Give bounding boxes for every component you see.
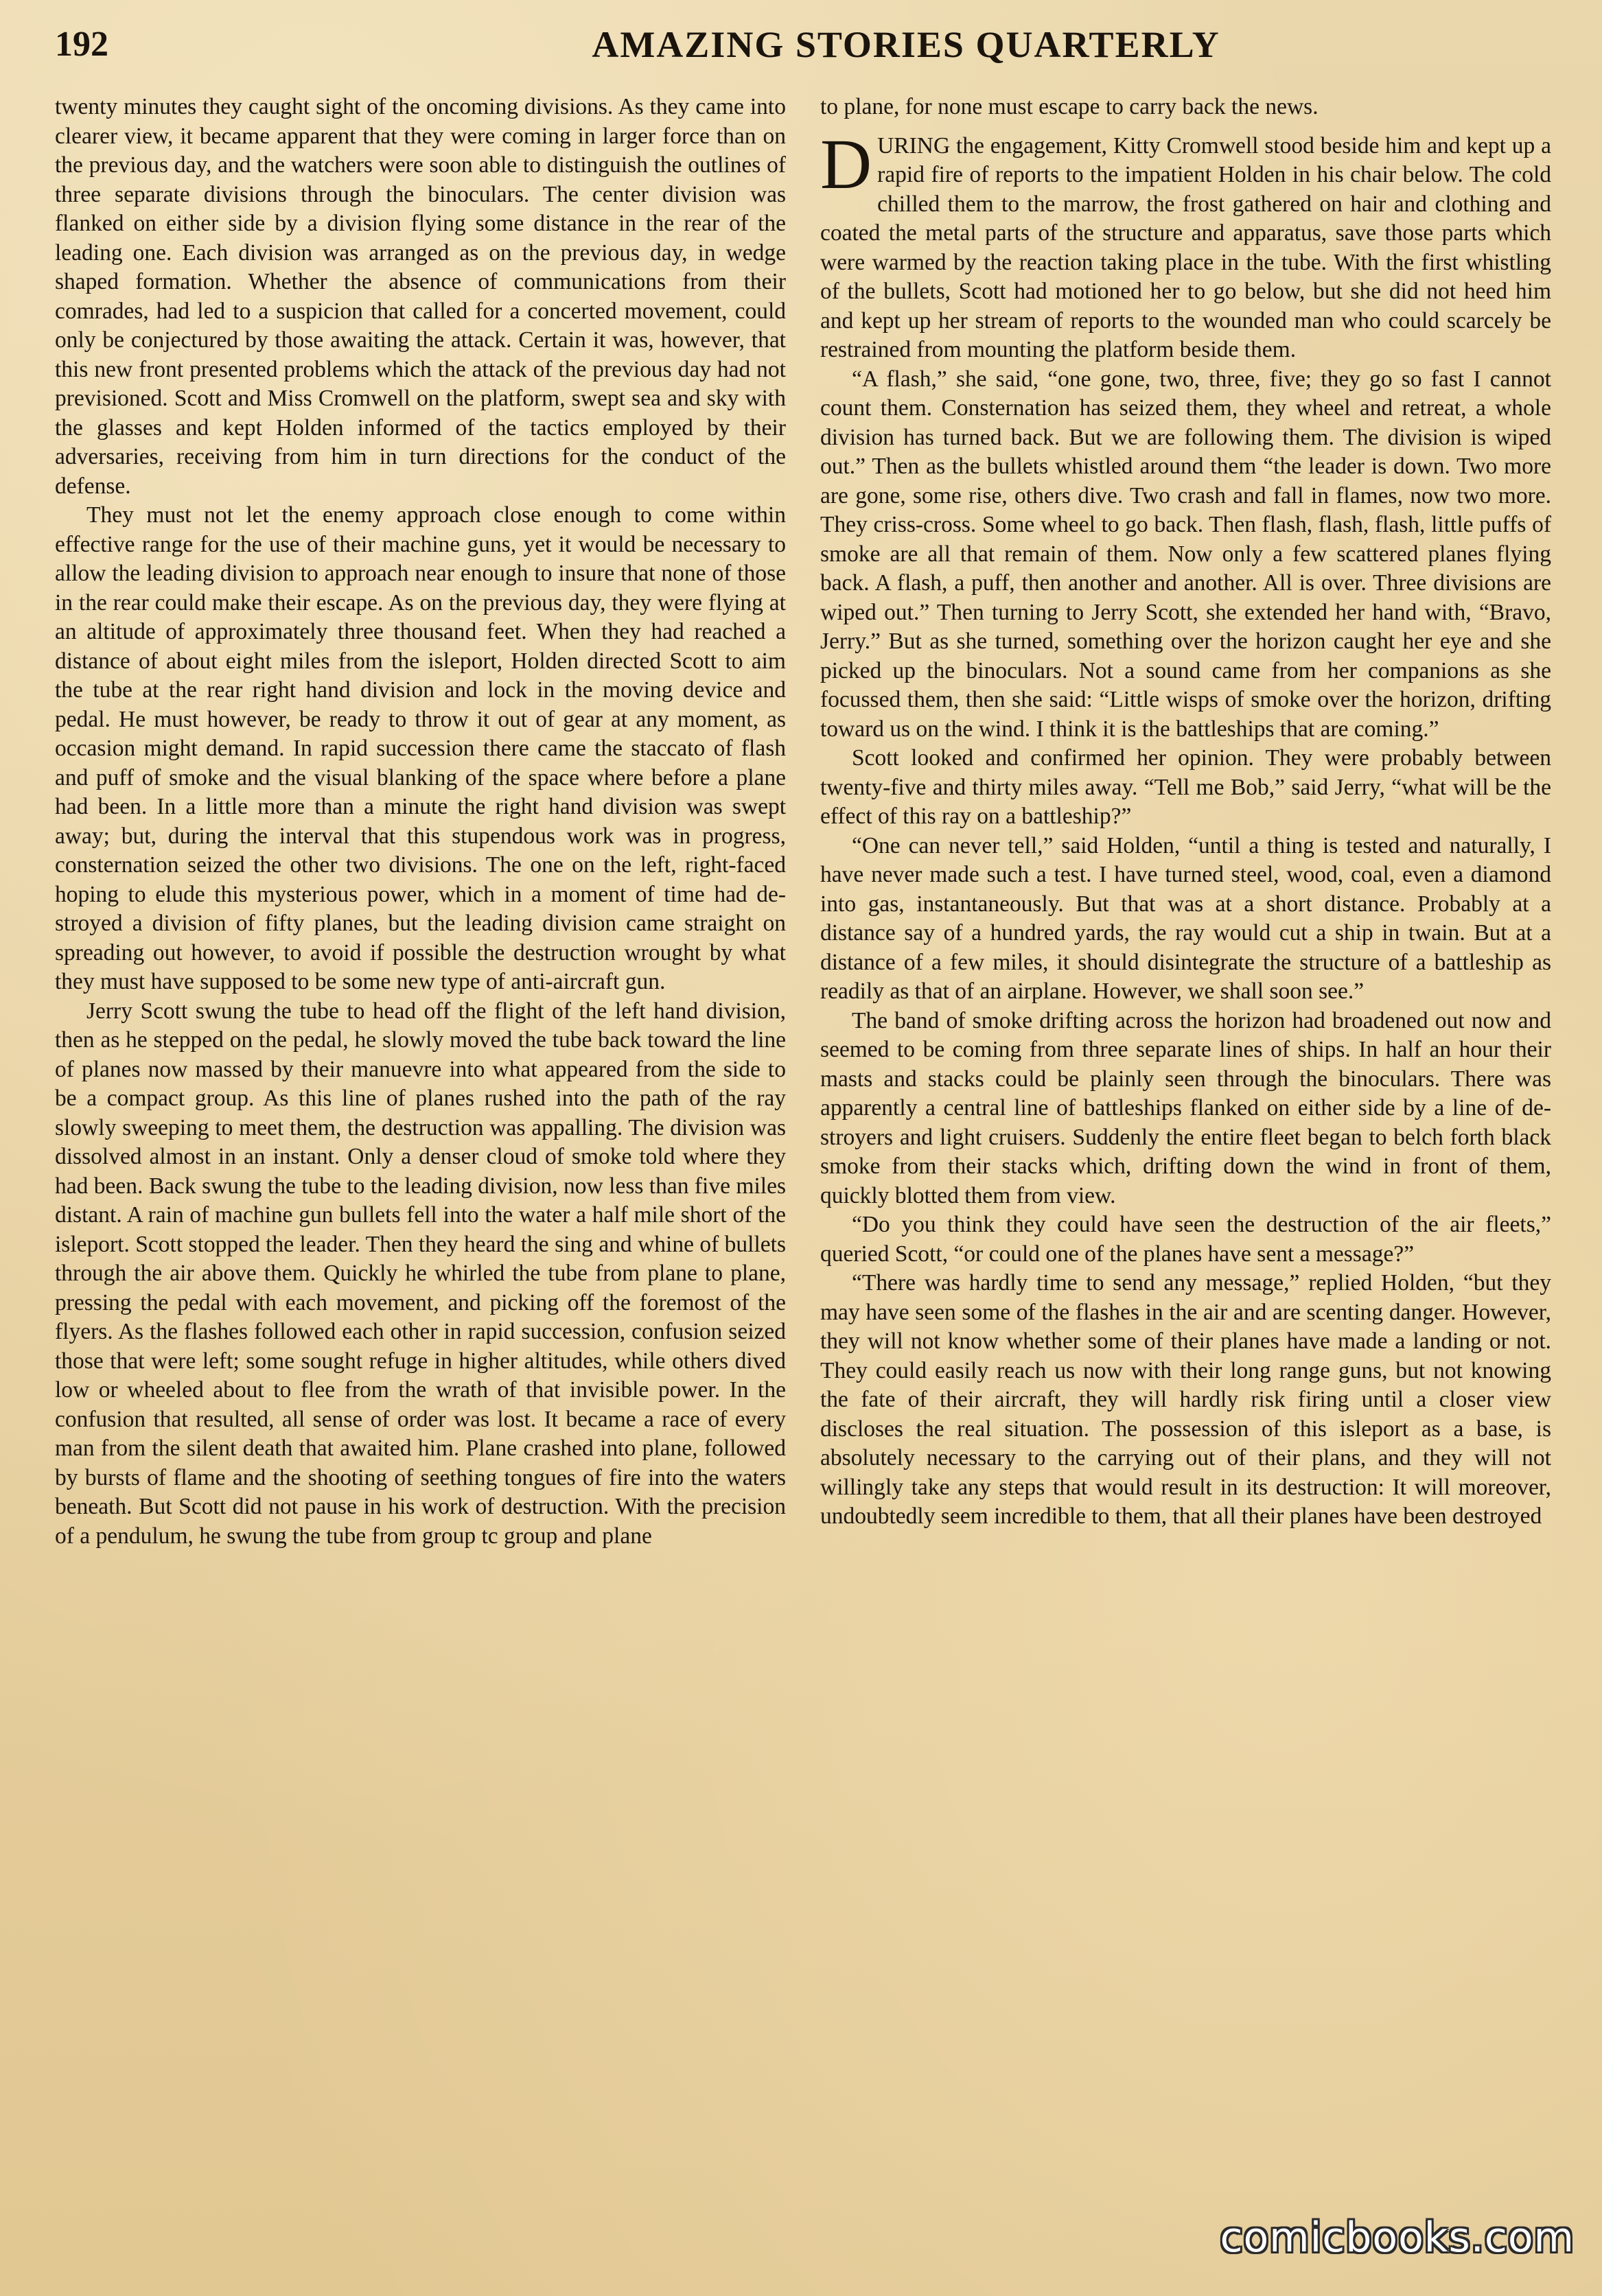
right-column	[820, 93, 1551, 2227]
paragraph: They must not let the enemy approach close enough to come within effective range for the use of their machine guns, yet it would be necessary to allow the leading division to approach near enough to insure that none of those in the rear could make their escape. As on the previous day, they were flying at an altitude of approximately three thousand feet. When they had reached a distance of about eight miles from the isleport, Holden directed Scott to aim the tube at the rear right hand division and lock in the moving device and pedal. He must however, be ready to throw it out of gear at any moment, as occasion might demand. In rapid succession there came the staccato of flash and puff of smoke and the visual blanking of the space where before a plane had been. In a little more than a minute the right hand division was swept away; but, during the interval that this stupendous work was in progress, consternation seized the other two divisions. The one on the left, right-faced hoping to elude this mysterious power, which in a moment of time had destroyed a division of fifty planes, but the leading division came straight on spreading out however, to avoid if possible the destruction wrought by what they must have supposed to be some new type of anti-aircraft gun.	[55, 502, 786, 994]
dropcap-paragraph	[820, 124, 1551, 365]
left-column	[55, 93, 786, 2227]
paragraph: “One can never tell,” said Holden, “until a thing is tested and naturally, I have never made such a test. I have turned steel, wood, coal, even a diamond into gas, instantaneously. But that was at a short distance. Probably at a distance say of a hundred yards, the ray would cut a ship in twain. But at a distance of a few miles, it should disintegrate the structure of a battleship as readily as that of an airplane. However, we shall soon see.”	[820, 832, 1551, 1004]
paragraph: Scott looked and confirmed her opinion. They were probably between twenty-five and thirty miles away. “Tell me Bob,” said Jerry, “what will be the effect of this ray on a battleship?”	[820, 745, 1551, 829]
page-header	[55, 21, 1551, 69]
page-number: 192	[55, 25, 108, 64]
paragraph: “There was hardly time to send any message,” replied Holden, “but they may have seen some of the flashes in the air and are scenting danger. However, they will not know whether some of their planes have made a landing or not. They could easily reach us now with their long range guns, but not knowing the fate of their aircraft, they will hardly risk firing until a closer view discloses the real situation. The possession of this isleport as a base, is absolutely necessary to the carrying out of their plans, and they will not willingly take any steps that would result in its destruction: It will moreover, undoubtedly seem incredible to them, that all their planes have been destroyed	[820, 1270, 1551, 1529]
paragraph: twenty minutes they caught sight of the oncoming divisions. As they came into clearer view, it became apparent that they were coming in larger force than on the previous day, and the watchers were soon able to distinguish the outlines of three separate divisions through the binoculars. The center division was flanked on either side by a division flying some distance in the rear of the leading one. Each division was arranged as on the previous day, in wedge shaped formation. Whether the absence of communications from their comrades, had led to a suspicion that called for a concerted movement, could only be conjectured by those awaiting the attack. Certain it was, however, that this new front presented problems which the attack of the previous day had not previsioned. Scott and Miss Cromwell on the platform, swept sea and sky with the glasses and kept Holden informed of the tactics employed by their adversaries, receiving from him in turn directions for the conduct of the defense.	[55, 94, 786, 499]
continued-line: to plane, for none must escape to carry back the news.	[820, 94, 1319, 119]
paragraph: “Do you think they could have seen the destruction of the air fleets,” queried Scott, “or could one of the planes have sent a message?”	[820, 1212, 1551, 1267]
dropcap-letter: D	[820, 124, 872, 204]
paragraph: The band of smoke drifting across the horizon had broadened out now and seemed to be coming from three separate lines of ships. In half an hour their masts and stacks could be plainly seen through the binoculars. There was apparently a central line of battleships flanked on either side by a line of destroyers and light cruisers. Suddenly the entire fleet began to belch forth black smoke from their stacks which, drifting down the wind in front of them, quickly blotted them from view.	[820, 1007, 1551, 1208]
paragraph: “A flash,” she said, “one gone, two, three, five; they go so fast I cannot count them. Consternation has seized them, they wheel and retreat, a whole division has turned back. But we are following them. The division is wiped out.” Then as the bullets whistled around them “the leader is down. Two more are gone, some rise, others dive. Two crash and fall in flames, now two more. They criss-cross. Some wheel to go back. Then flash, flash, flash, little puffs of smoke are all that remain of them. Now only a few scattered planes flying back. A flash, a puff, then another and another. All is over. Three divisions are wiped out.” Then turning to Jerry Scott, she extended her hand with, “Bravo, Jerry.” But as she turned, something over the horizon caught her eye and she picked up the binoculars. Not a sound came from her companions as she focussed them, then she said: “Little wisps of smoke over the horizon, drifting toward us on the wind. I think it is the battleships that are coming.”	[820, 366, 1551, 742]
dropcap-paragraph-text: URING the engagement, Kitty Cromwell stood beside him and kept up a rapid fire of reports to the impatient Holden in his chair below. The cold chilled them to the marrow, the frost gathered on hair and clothing and coated the metal parts of the structure and apparatus, save those parts which were warmed by the reaction taking place in the tube. With the first whistling of the bullets, Scott had motioned her to go below, but she did not heed him and kept up her stream of reports to the wounded man who could scarcely be restrained from mounting the platform beside them.	[820, 132, 1551, 362]
paragraph: Jerry Scott swung the tube to head off the flight of the left hand division, then as he stepped on the pedal, he slowly moved the tube back toward the line of planes now massed by their manuevre into what appeared from the side to be a compact group. As this line of planes rushed into the path of the ray slowly sweeping to meet them, the destruction was appalling. The division was dissolved almost in an instant. Only a denser cloud of smoke told where they had been. Back swung the tube to the leading division, now less than five miles distant. A rain of machine gun bullets fell into the water a half mile short of the isleport. Scott stopped the leader. Then they heard the sing and whine of bullets through the air above them. Quickly he whirled the tube from plane to plane, pressing the pedal with each movement, and picking off the foremost of the flyers. As the flashes followed each other in rapid succession, confusion seized those that were left; some sought refuge in higher altitudes, while others dived low or wheeled about to flee from the wrath of that invisible power. In the confusion that resulted, all sense of order was lost. It became a race of every man from the silent death that awaited him. Plane crashed into plane, followed by bursts of flame and the shooting of seething tongues of fire into the waters beneath. But Scott did not pause in his work of destruction. With the precision of a pendulum, he swung the tube from group tc group and plane	[55, 998, 786, 1549]
running-title: AMAZING STORIES QUARTERLY	[592, 24, 1220, 65]
site-watermark: comicbooks.com	[1220, 2214, 1575, 2262]
article-body	[55, 93, 1551, 2227]
